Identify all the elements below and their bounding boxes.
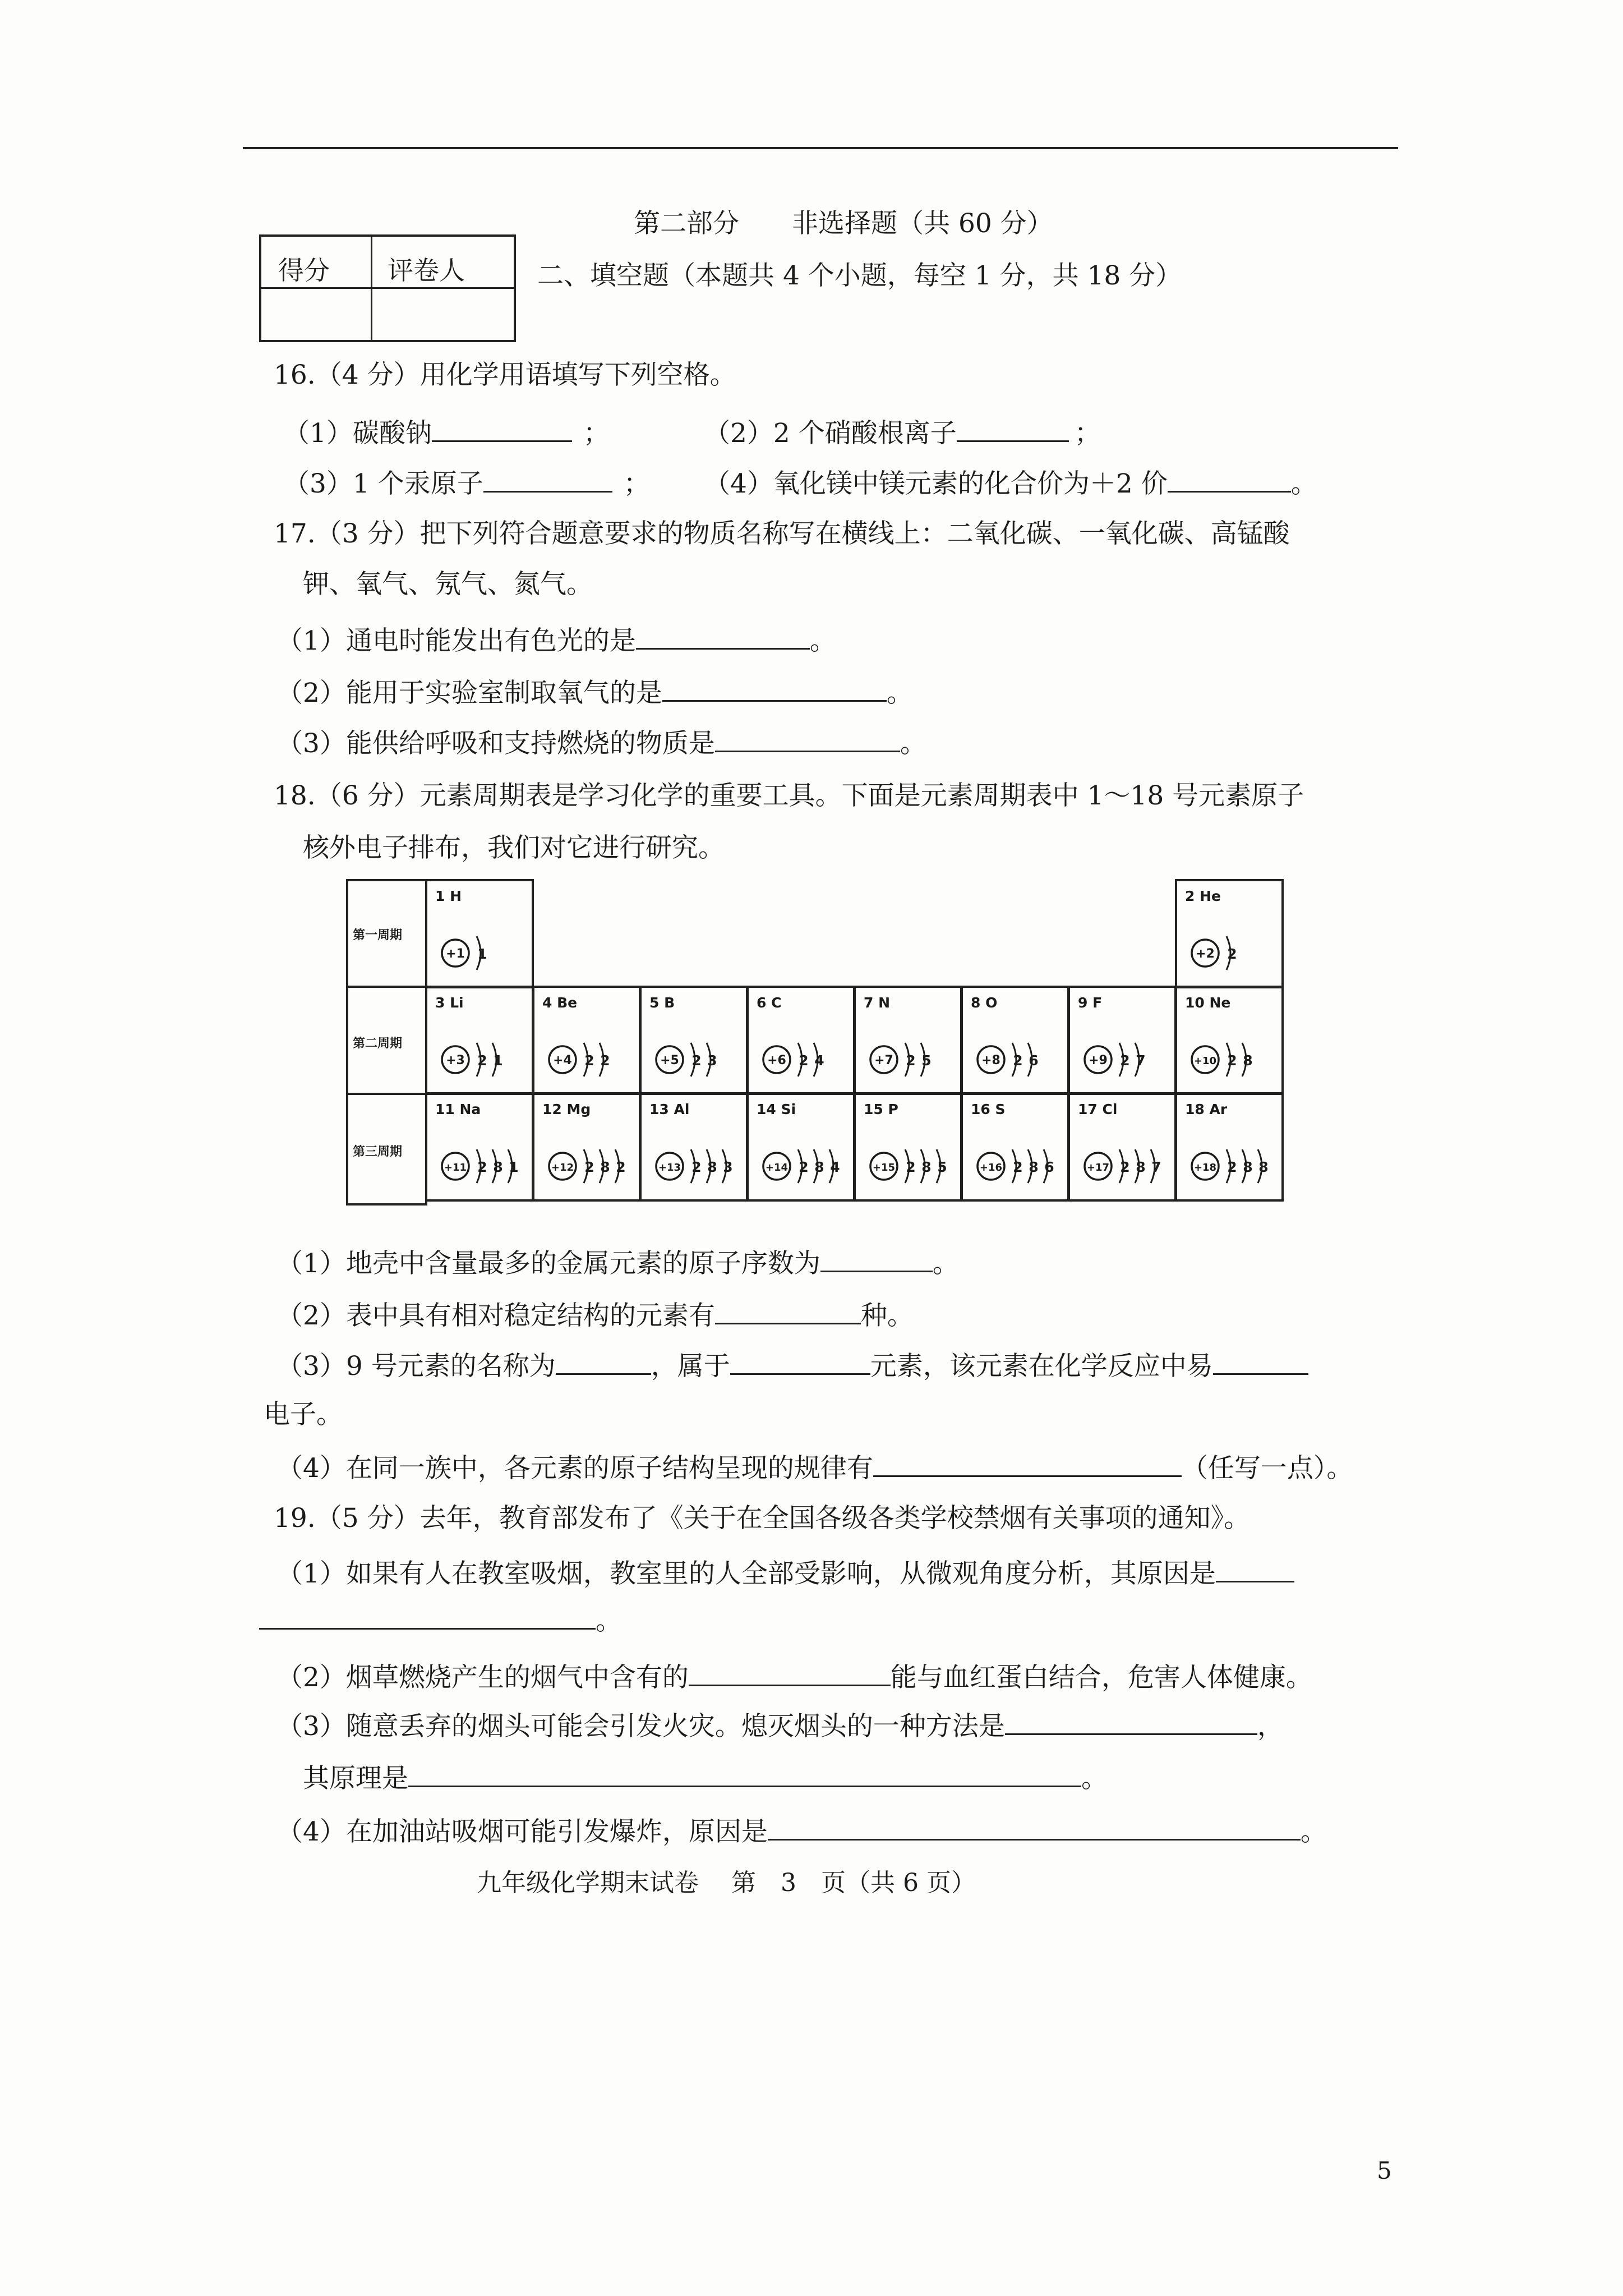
- element-label: 6 C: [757, 995, 782, 1011]
- element-cell: [1175, 986, 1284, 1095]
- answer-blank[interactable]: [408, 1763, 1081, 1787]
- nucleus-charge: +10: [1193, 1055, 1217, 1067]
- answer-blank[interactable]: [715, 728, 900, 752]
- element-label: 18 Ar: [1185, 1101, 1228, 1117]
- element-cell: [532, 1092, 641, 1202]
- element-cell: [1068, 986, 1177, 1095]
- nucleus-charge: +5: [660, 1053, 679, 1068]
- nucleus-charge: +13: [658, 1162, 681, 1174]
- element-cell: [1175, 879, 1284, 988]
- element-label: 15 P: [864, 1101, 898, 1117]
- shell-electron-count: 8: [921, 1159, 932, 1175]
- atom-structure-diagram: [856, 1094, 965, 1204]
- shell-electron-count: 2: [906, 1159, 916, 1175]
- shell-electron-count: 2: [1227, 1052, 1237, 1069]
- answer-blank[interactable]: [636, 625, 810, 650]
- answer-blank[interactable]: [957, 418, 1069, 442]
- score-box-divider: [371, 237, 372, 340]
- shell-electron-count: 1: [477, 946, 487, 962]
- shell-electron-count: 2: [584, 1052, 594, 1069]
- shell-electron-count: 8: [1243, 1159, 1253, 1175]
- nucleus-charge: +7: [874, 1053, 893, 1068]
- q18-part1: （1）地壳中含量最多的金属元素的原子序数为 。: [276, 1248, 959, 1279]
- element-cell: [854, 986, 962, 1095]
- q19-part1: （1）如果有人在教室吸烟，教室里的人全部受影响，从微观角度分析，其原因是: [276, 1558, 1294, 1587]
- shell-electron-count: 2: [600, 1052, 610, 1069]
- element-cell: [425, 1092, 534, 1202]
- answer-blank[interactable]: [432, 418, 572, 442]
- shell-electron-count: 8: [814, 1159, 824, 1175]
- element-label: 2 He: [1185, 888, 1221, 904]
- period-label: 第一周期: [353, 928, 403, 942]
- atom-structure-diagram: [1177, 988, 1286, 1097]
- header-rule: [243, 147, 1398, 149]
- nucleus-charge: +3: [446, 1053, 465, 1068]
- atom-structure-diagram: [534, 988, 643, 1097]
- atom-structure-diagram: [749, 988, 857, 1097]
- answer-blank[interactable]: [1213, 1351, 1308, 1375]
- shell-electron-count: 2: [691, 1052, 702, 1069]
- shell-electron-count: 8: [493, 1159, 503, 1175]
- q18-part3: （3）9 号元素的名称为 ，属于 元素，该元素在化学反应中易: [276, 1351, 1308, 1379]
- nucleus-charge: +11: [444, 1162, 467, 1174]
- nucleus-charge: +1: [446, 947, 465, 961]
- answer-blank[interactable]: [1168, 468, 1291, 493]
- element-label: 1 H: [435, 888, 462, 904]
- shell-electron-count: 8: [707, 1159, 717, 1175]
- element-label: 3 Li: [435, 995, 464, 1011]
- nucleus-charge: +8: [981, 1053, 1000, 1068]
- nucleus-charge: +18: [1193, 1162, 1217, 1174]
- shell-electron-count: 2: [584, 1159, 594, 1175]
- q19-part3: （3）随意丢弃的烟头可能会引发火灾。熄灭烟头的一种方法是 ，: [276, 1711, 1284, 1742]
- answer-blank[interactable]: [768, 1816, 1301, 1841]
- section-title: 二、填空题（本题共 4 个小题，每空 1 分，共 18 分）: [537, 260, 1182, 291]
- atom-structure-diagram: [963, 1094, 1072, 1204]
- q18-stem-line1: 18.（6 分）元素周期表是学习化学的重要工具。下面是元素周期表中 1～18 号元素原子: [274, 780, 1304, 811]
- atom-structure-diagram: [1070, 1094, 1179, 1204]
- nucleus-charge: +17: [1086, 1162, 1110, 1174]
- atom-structure-diagram: [642, 988, 750, 1097]
- q17-part3: （3）能供给呼吸和支持燃烧的物质是 。: [276, 728, 926, 759]
- q19-part4: （4）在加油站吸烟可能引发爆炸，原因是 。: [276, 1816, 1327, 1847]
- q17-stem-line2: 钾、氧气、氖气、氮气。: [303, 569, 593, 600]
- q18-part4: （4）在同一族中，各元素的原子结构呈现的规律有 （任写一点）。: [276, 1453, 1353, 1484]
- element-label: 4 Be: [542, 995, 578, 1011]
- q17-part1: （1）通电时能发出有色光的是 。: [276, 625, 836, 656]
- q18-part2: （2）表中具有相对稳定结构的元素有 种。: [276, 1300, 914, 1331]
- shell-electron-count: 7: [1136, 1052, 1146, 1069]
- nucleus-charge: +9: [1089, 1053, 1108, 1068]
- shell-electron-count: 2: [477, 1159, 487, 1175]
- element-cell: [746, 986, 855, 1095]
- shell-electron-count: 3: [707, 1052, 717, 1069]
- q19-part3-cont: 其原理是 。: [303, 1763, 1108, 1794]
- shell-electron-count: 8: [1243, 1052, 1253, 1069]
- atom-structure-diagram: [856, 988, 965, 1097]
- q18-part3-cont: 电子。: [264, 1399, 343, 1430]
- answer-blank[interactable]: [689, 1662, 891, 1686]
- q16-part3: （3）1 个汞原子 ；: [283, 468, 650, 499]
- shell-electron-count: 6: [1044, 1159, 1054, 1175]
- answer-blank[interactable]: [873, 1453, 1182, 1477]
- shell-electron-count: 2: [1013, 1052, 1023, 1069]
- element-cell: [425, 879, 534, 988]
- answer-blank[interactable]: [259, 1605, 596, 1630]
- q16-part4: （4）氧化镁中镁元素的化合价为＋2 价 。: [704, 468, 1317, 499]
- element-cell: [639, 1092, 748, 1202]
- shell-electron-count: 4: [814, 1052, 824, 1069]
- q19-part1-cont: 。: [259, 1605, 622, 1634]
- element-cell: [746, 1092, 855, 1202]
- answer-blank[interactable]: [483, 468, 612, 493]
- element-cell: [1175, 1092, 1284, 1202]
- shell-electron-count: 2: [477, 1052, 487, 1069]
- element-cell: [425, 986, 534, 1095]
- element-label: 12 Mg: [542, 1101, 591, 1117]
- shell-electron-count: 3: [723, 1159, 733, 1175]
- nucleus-charge: +14: [765, 1162, 789, 1174]
- q16-part1: （1）碳酸钠 ；: [283, 418, 610, 449]
- answer-blank[interactable]: [1216, 1558, 1294, 1582]
- shell-electron-count: 1: [493, 1052, 503, 1069]
- q17-part2: （2）能用于实验室制取氧气的是 。: [276, 678, 913, 708]
- answer-blank[interactable]: [820, 1248, 933, 1272]
- nucleus-charge: +4: [553, 1053, 572, 1068]
- periodic-table: [346, 879, 1299, 1204]
- shell-electron-count: 8: [1029, 1159, 1039, 1175]
- q19-stem: 19.（5 分）去年，教育部发布了《关于在全国各级各类学校禁烟有关事项的通知》。: [274, 1503, 1251, 1534]
- shell-electron-count: 5: [921, 1052, 932, 1069]
- element-cell: [961, 986, 1069, 1095]
- shell-electron-count: 2: [691, 1159, 702, 1175]
- atom-structure-diagram: [427, 988, 536, 1097]
- element-cell: [532, 986, 641, 1095]
- nucleus-charge: +15: [872, 1162, 896, 1174]
- shell-electron-count: 2: [906, 1052, 916, 1069]
- shell-electron-count: 2: [1227, 1159, 1237, 1175]
- element-cell: [961, 1092, 1069, 1202]
- atom-structure-diagram: [1177, 881, 1286, 991]
- answer-blank[interactable]: [715, 1300, 861, 1324]
- shell-electron-count: 2: [1120, 1052, 1130, 1069]
- element-label: 17 Cl: [1078, 1101, 1118, 1117]
- element-label: 16 S: [971, 1101, 1006, 1117]
- grader-label: 评卷人: [388, 255, 465, 286]
- element-label: 9 F: [1078, 995, 1103, 1011]
- atom-structure-diagram: [642, 1094, 750, 1204]
- shell-electron-count: 6: [1029, 1052, 1039, 1069]
- shell-electron-count: 2: [616, 1159, 626, 1175]
- shell-electron-count: 2: [1013, 1159, 1023, 1175]
- answer-blank[interactable]: [730, 1351, 870, 1375]
- nucleus-charge: +12: [551, 1162, 574, 1174]
- shell-electron-count: 8: [1136, 1159, 1146, 1175]
- element-label: 13 Al: [649, 1101, 690, 1117]
- shell-electron-count: 8: [1258, 1159, 1269, 1175]
- shell-electron-count: 2: [799, 1159, 809, 1175]
- element-label: 10 Ne: [1185, 995, 1231, 1011]
- shell-electron-count: 5: [937, 1159, 947, 1175]
- shell-electron-count: 2: [1120, 1159, 1130, 1175]
- atom-structure-diagram: [1177, 1094, 1286, 1204]
- period-label: 第三周期: [353, 1145, 403, 1159]
- atom-structure-diagram: [1070, 988, 1179, 1097]
- shell-electron-count: 8: [600, 1159, 610, 1175]
- nucleus-charge: +6: [767, 1053, 786, 1068]
- answer-blank[interactable]: [556, 1351, 651, 1375]
- q18-stem-line2: 核外电子排布，我们对它进行研究。: [303, 832, 725, 863]
- element-cell: [639, 986, 748, 1095]
- atom-structure-diagram: [534, 1094, 643, 1204]
- q17-stem-line1: 17.（3 分）把下列符合题意要求的物质名称写在横线上：二氧化碳、一氧化碳、高锰酸: [274, 518, 1290, 549]
- shell-electron-count: 2: [799, 1052, 809, 1069]
- period-label: 第二周期: [353, 1037, 403, 1051]
- answer-blank[interactable]: [662, 678, 887, 702]
- element-label: 11 Na: [435, 1101, 481, 1117]
- atom-structure-diagram: [749, 1094, 857, 1204]
- score-box-divider: [261, 287, 514, 289]
- atom-structure-diagram: [427, 1094, 536, 1204]
- element-label: 14 Si: [757, 1101, 796, 1117]
- nucleus-charge: +2: [1196, 947, 1215, 961]
- answer-blank[interactable]: [1005, 1711, 1257, 1735]
- element-label: 8 O: [971, 995, 998, 1011]
- element-label: 7 N: [864, 995, 891, 1011]
- q16-part2: （2）2 个硝酸根离子 ；: [704, 418, 1101, 449]
- part-title: 第二部分 非选择题（共 60 分）: [634, 208, 1053, 239]
- element-label: 5 B: [649, 995, 675, 1011]
- shell-electron-count: 4: [830, 1159, 840, 1175]
- shell-electron-count: 2: [1227, 946, 1237, 962]
- page-number: 5: [1377, 2157, 1392, 2184]
- score-box: [259, 234, 516, 342]
- element-cell: [1068, 1092, 1177, 1202]
- shell-electron-count: 1: [509, 1159, 519, 1175]
- nucleus-charge: +16: [979, 1162, 1003, 1174]
- shell-electron-count: 7: [1151, 1159, 1161, 1175]
- q19-part2: （2）烟草燃烧产生的烟气中含有的 能与血红蛋白结合，危害人体健康。: [276, 1662, 1312, 1693]
- atom-structure-diagram: [963, 988, 1072, 1097]
- element-cell: [854, 1092, 962, 1202]
- exam-footer: 九年级化学期末试卷 第 3 页（共 6 页）: [477, 1869, 976, 1897]
- q16-stem: 16.（4 分）用化学用语填写下列空格。: [274, 360, 736, 390]
- score-label: 得分: [278, 255, 330, 286]
- atom-structure-diagram: [427, 881, 536, 991]
